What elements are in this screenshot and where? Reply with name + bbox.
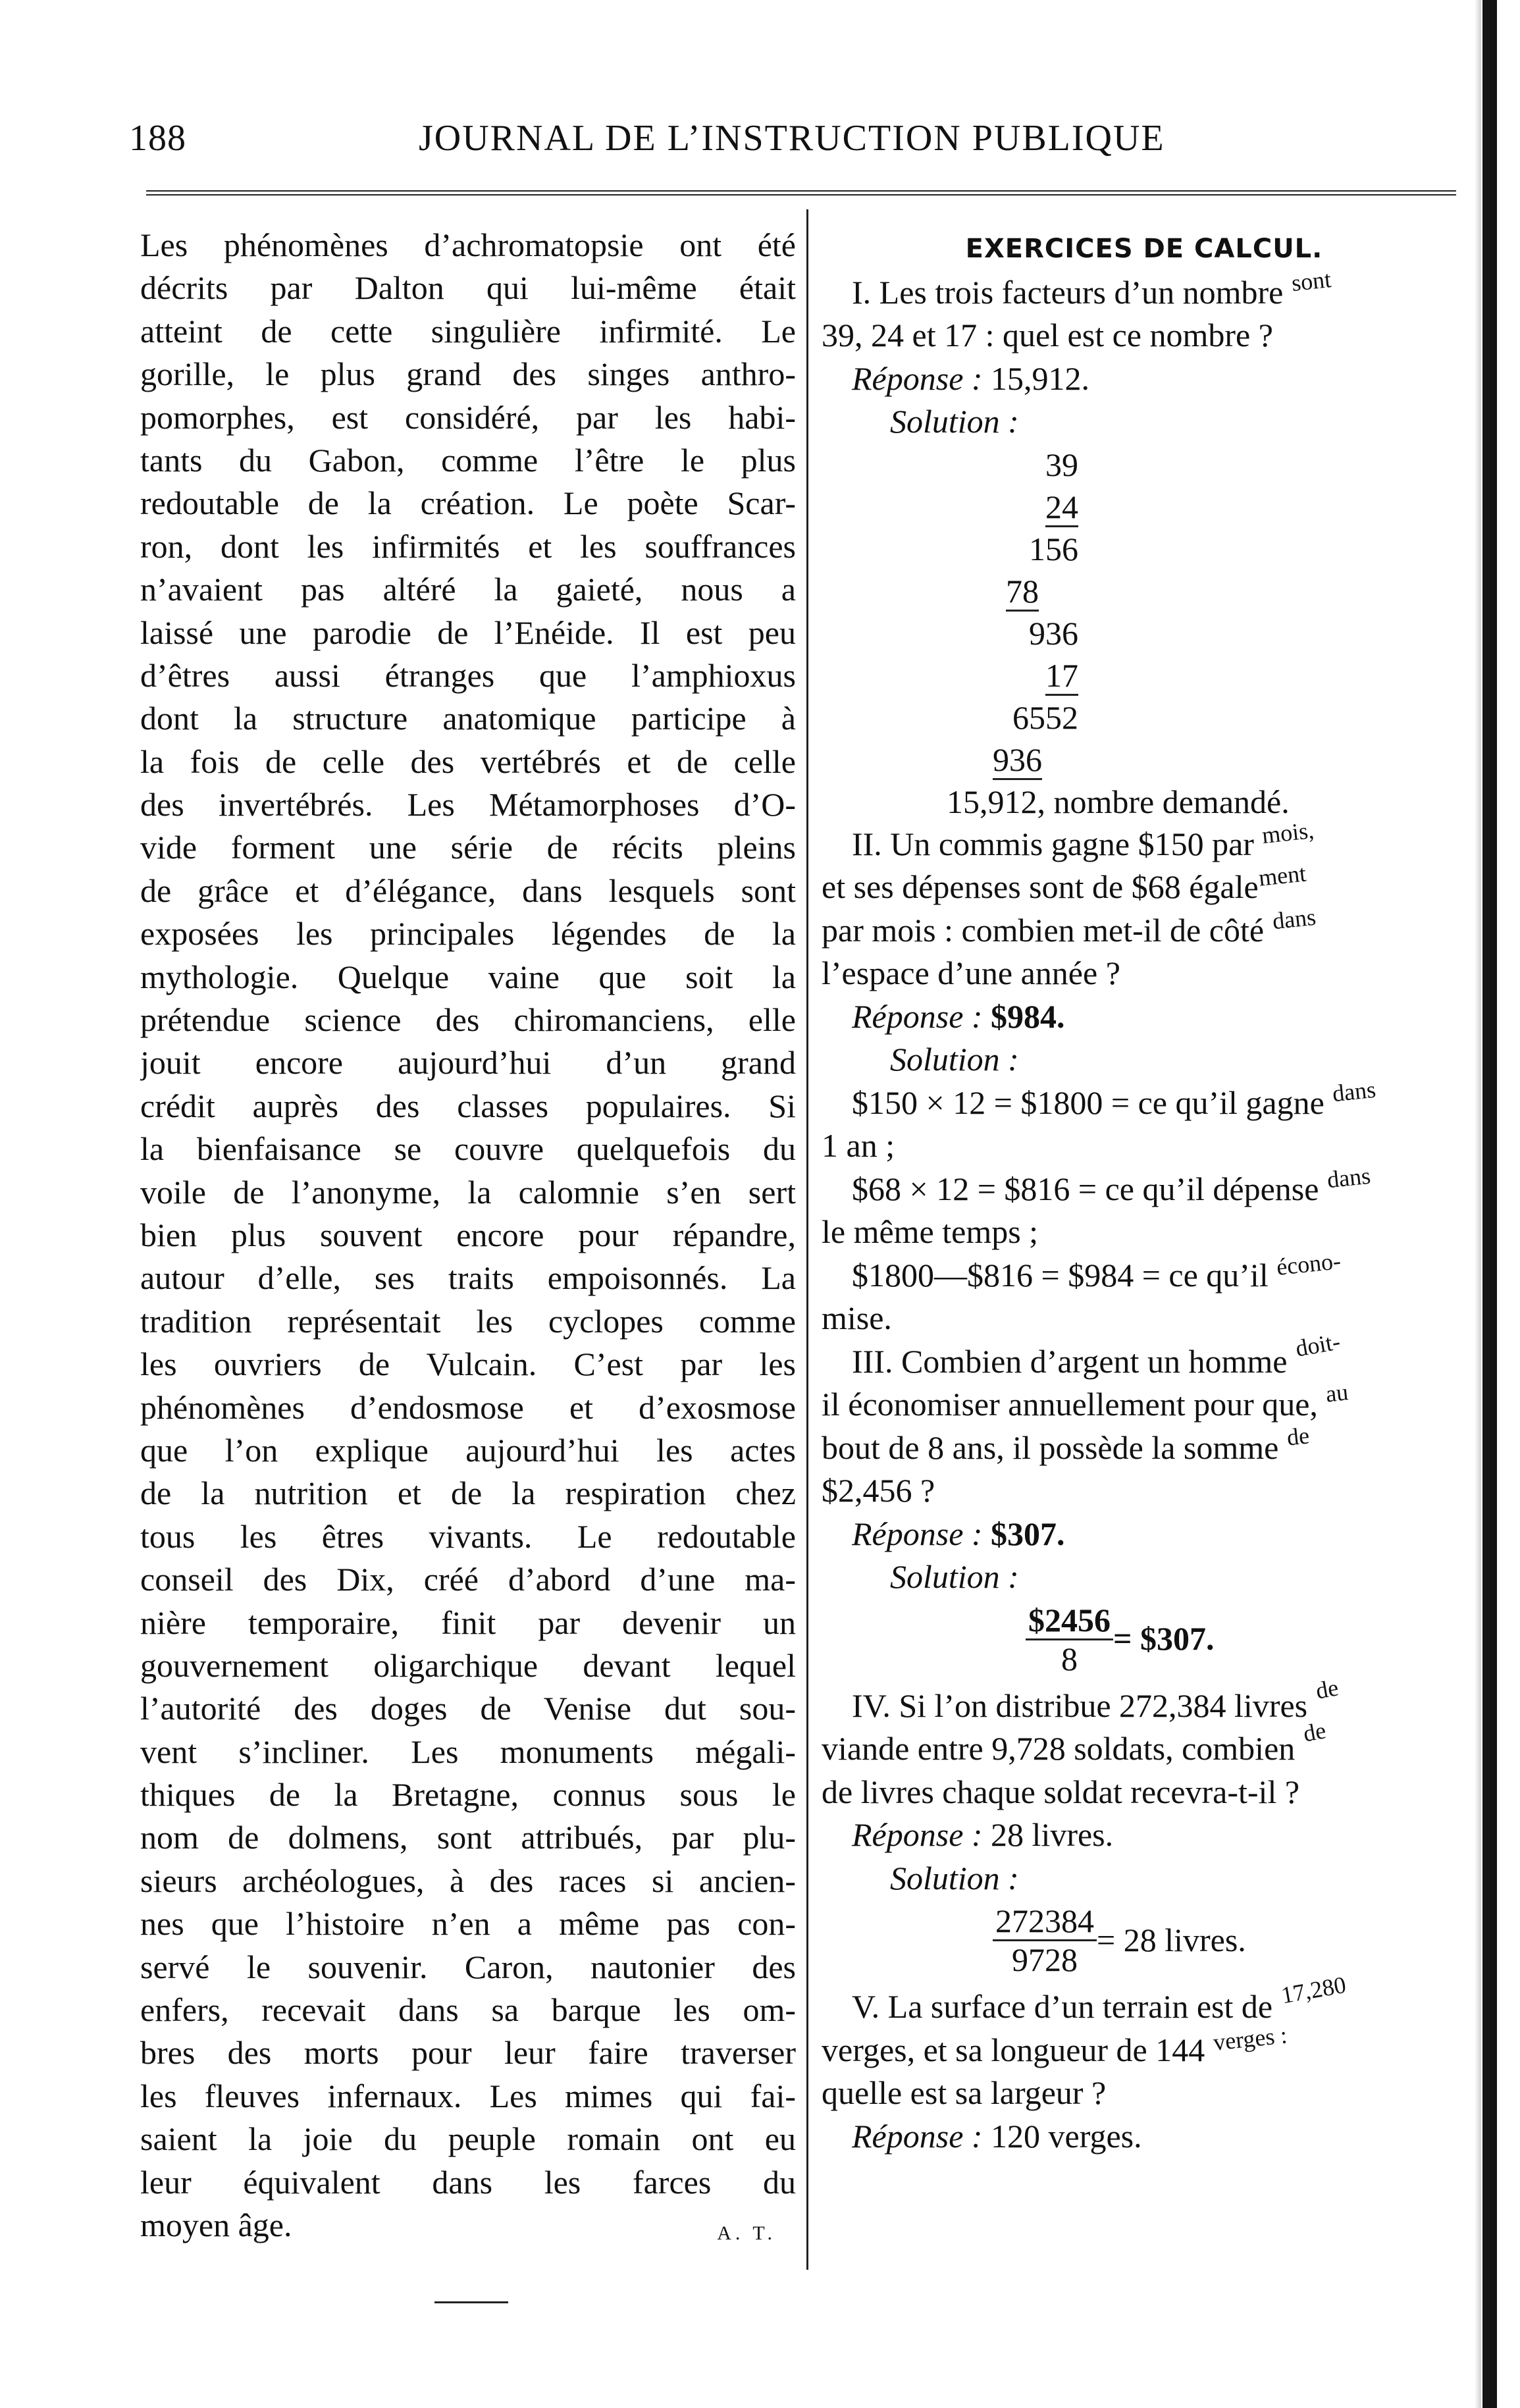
- curled-word: dans: [1325, 1162, 1372, 1193]
- fraction-line: [822, 1900, 1467, 1985]
- calc-row: [986, 486, 1078, 528]
- text-line: moyen âge.: [140, 2206, 292, 2243]
- solution-label: Solution :: [890, 1558, 1019, 1595]
- text-line: crédit auprès des classes populaires. Si: [140, 1087, 796, 1124]
- calc-row: [986, 654, 1078, 696]
- text-line: laissé une parodie de l’Enéide. Il est peu: [140, 614, 796, 651]
- calc-value: 39: [1045, 446, 1078, 483]
- exercise-4-line: [822, 1673, 1467, 1728]
- curled-word: au: [1324, 1378, 1350, 1407]
- calc-row: [986, 444, 1078, 486]
- text-line: nière temporaire, finit par devenir un: [140, 1604, 796, 1641]
- exercise-4-line: de livres chaque soldat recevra-t-il ?: [822, 1773, 1300, 1810]
- header-double-rule: [146, 190, 1456, 196]
- left-column-text: [140, 224, 796, 2247]
- answer-value: 28 livres.: [991, 1816, 1114, 1853]
- curled-word: verges :: [1211, 2021, 1288, 2056]
- exercise-text: V. La surface d’un terrain est de: [852, 1988, 1273, 2025]
- solution-line: 1 an ;: [822, 1127, 895, 1164]
- text-line: les fleuves infernaux. Les mimes qui fai-: [140, 2077, 796, 2114]
- text-line: redoutable de la création. Le poète Scar-: [140, 484, 796, 522]
- exercise-text: verges, et sa longueur de 144: [822, 2031, 1205, 2068]
- book-spine-edge: [1482, 0, 1497, 2408]
- text-line: décrits par Dalton qui lui-même était: [140, 269, 796, 307]
- text-line: n’avaient pas altéré la gaieté, nous a: [140, 571, 796, 608]
- exercise-text: il économiser annuellement pour que,: [822, 1386, 1318, 1423]
- text-line: atteint de cette singulière infirmité. Le: [140, 312, 796, 350]
- section-title: EXERCICES DE CALCUL.: [965, 234, 1323, 264]
- answer-value: 120 verges.: [991, 2117, 1142, 2155]
- curled-word: écono-: [1275, 1247, 1342, 1280]
- exercise-text: viande entre 9,728 soldats, combien: [822, 1730, 1296, 1767]
- fraction-parts: [1026, 1602, 1113, 1677]
- column-divider: [806, 209, 808, 2270]
- text-line: leur équivalent dans les farces du: [140, 2163, 796, 2201]
- curled-word: de: [1301, 1717, 1328, 1747]
- text-line: conseil des Dix, créé d’abord d’une ma-: [140, 1561, 796, 1598]
- fraction-result: = $307.: [1113, 1620, 1215, 1658]
- solution-line: le même temps ;: [822, 1213, 1039, 1250]
- multiplication-calc: [822, 444, 1290, 823]
- text-line: mythologie. Quelque vaine que soit la: [140, 958, 796, 995]
- text-line: nom de dolmens, sont attribués, par plu-: [140, 1819, 796, 1856]
- text-line: de la nutrition et de la respiration chez: [140, 1475, 796, 1512]
- text-line: sieurs archéologues, à des races si ancien-: [140, 1862, 796, 1899]
- exercise-text: III. Combien d’argent un homme: [852, 1342, 1288, 1380]
- text-line: dont la structure anatomique participe à: [140, 700, 796, 737]
- exercise-5-line: [822, 2021, 1467, 2072]
- text-line: thiques de la Bretagne, connus sous le: [140, 1776, 796, 1814]
- text-line: servé le souvenir. Caron, nautonier des: [140, 1948, 796, 1985]
- answer-label: Réponse :: [852, 1515, 983, 1552]
- text-line-final: [140, 2204, 796, 2247]
- fraction-result: = 28 livres.: [1097, 1921, 1246, 1958]
- exercise-5-line: quelle est sa largeur ?: [822, 2074, 1107, 2111]
- text-line: Les phénomènes d’achromatopsie ont été: [140, 226, 796, 263]
- text-line: des invertébrés. Les Métamorphoses d’O-: [140, 786, 796, 824]
- curled-word: de: [1285, 1421, 1311, 1451]
- text-line: enfers, recevait dans sa barque les om-: [140, 1991, 796, 2029]
- text-line: ron, dont les infirmités et les souffrances: [140, 527, 796, 565]
- curled-word: ment: [1257, 860, 1307, 891]
- calc-row: [986, 739, 1078, 781]
- text-line: saient la joie du peuple romain ont eu: [140, 2120, 796, 2158]
- calc-value: 6552: [1012, 698, 1078, 736]
- solution-line: [822, 1076, 1467, 1125]
- solution-text: $1800—$816 = $984 = ce qu’il: [852, 1256, 1269, 1294]
- text-line: que l’on explique aujourd’hui les actes: [140, 1431, 796, 1469]
- solution-text: $68 × 12 = $816 = ce qu’il dépense: [852, 1170, 1319, 1207]
- text-line: la bienfaisance se couvre quelquefois du: [140, 1130, 796, 1168]
- text-line: la fois de celle des vertébrés et de celle: [140, 743, 796, 780]
- page-number: 188: [129, 118, 186, 159]
- fraction-numerator: 272384: [993, 1902, 1097, 1941]
- exercise-3-line: [822, 1421, 1467, 1470]
- curled-word: sont: [1290, 265, 1332, 296]
- article-end-rule: [434, 2301, 508, 2303]
- text-line: voile de l’anonyme, la calomnie s’en sert: [140, 1173, 796, 1211]
- text-line: autour d’elle, ses traits empoisonnés. La: [140, 1259, 796, 1297]
- calc-row: [986, 612, 1078, 654]
- text-line: bres des morts pour leur faire traverser: [140, 2034, 796, 2072]
- right-column-exercises: [822, 224, 1467, 2158]
- solution-label: Solution :: [890, 403, 1019, 440]
- solution-line: [822, 1162, 1467, 1211]
- text-line: de grâce et d’élégance, dans lesquels sont: [140, 872, 796, 909]
- text-line: tants du Gabon, comme l’être le plus: [140, 441, 796, 479]
- text-line: phénomènes d’endosmose et d’exosmose: [140, 1388, 796, 1426]
- calc-value: 17: [1045, 657, 1078, 696]
- exercise-text: par mois : combien met-il de côté: [822, 911, 1265, 949]
- exercise-5-line: [822, 1971, 1467, 2029]
- text-line: prétendue science des chiromanciens, elle: [140, 1001, 796, 1039]
- exercise-3-line: $2,456 ?: [822, 1472, 935, 1509]
- text-line: vent s’incliner. Les monuments mégali-: [140, 1733, 796, 1770]
- text-line: les ouvriers de Vulcain. C’est par les: [140, 1346, 796, 1383]
- author-signature: A. T.: [717, 2222, 776, 2244]
- exercise-text: et ses dépenses sont de $68 égale: [822, 868, 1259, 905]
- text-line: tradition représentait les cyclopes comme: [140, 1302, 796, 1340]
- answer-line: [822, 2115, 1467, 2159]
- exercise-4-line: [822, 1717, 1467, 1771]
- exercise-2-line: [822, 816, 1467, 866]
- text-line: exposées les principales légendes de la: [140, 915, 796, 953]
- solution-label: Solution :: [890, 1859, 1019, 1897]
- exercise-1-line: [822, 265, 1467, 315]
- fraction: [993, 1902, 1246, 1978]
- exercise-text: I. Les trois facteurs d’un nombre: [852, 273, 1284, 311]
- curled-word: dans: [1271, 903, 1317, 934]
- calc-row: [986, 696, 1078, 739]
- answer-line: [822, 357, 1467, 401]
- text-line: nes que l’histoire n’en a même pas con-: [140, 1905, 796, 1943]
- exercise-3-line: [822, 1378, 1467, 1426]
- solution-label: Solution :: [890, 1041, 1019, 1078]
- fraction-line: [822, 1599, 1467, 1685]
- curled-word: doit-: [1293, 1327, 1342, 1362]
- fraction-numerator: $2456: [1026, 1602, 1113, 1640]
- curled-word: mois,: [1261, 816, 1316, 849]
- fraction-denominator: 9728: [1012, 1941, 1078, 1978]
- curled-word: dans: [1331, 1076, 1378, 1107]
- text-line: jouit encore aujourd’hui d’un grand: [140, 1044, 796, 1082]
- answer-value: $984.: [991, 997, 1065, 1035]
- answer-label: Réponse :: [852, 1816, 983, 1853]
- exercise-1-line: 39, 24 et 17 : quel est ce nombre ?: [822, 317, 1273, 353]
- text-line: bien plus souvent encore pour répandre,: [140, 1216, 796, 1253]
- curled-word: de: [1313, 1673, 1340, 1704]
- text-line: l’autorité des doges de Venise dut sou-: [140, 1690, 796, 1727]
- text-line: gouvernement oligarchique devant lequel: [140, 1646, 796, 1684]
- answer-label: Réponse :: [852, 997, 983, 1035]
- exercise-text: IV. Si l’on distribue 272,384 livres: [852, 1687, 1308, 1724]
- answer-line: [822, 1513, 1467, 1556]
- solution-text: $150 × 12 = $1800 = ce qu’il gagne: [852, 1084, 1324, 1121]
- solution-line: [822, 1247, 1467, 1297]
- exercise-text: bout de 8 ans, il possède la somme: [822, 1428, 1279, 1466]
- exercise-2-line: [822, 903, 1467, 953]
- text-line: vide forment une série de récits pleins: [140, 829, 796, 866]
- calc-row: [986, 570, 1078, 612]
- answer-line: [822, 995, 1467, 1039]
- text-line: tous les êtres vivants. Le redoutable: [140, 1517, 796, 1555]
- answer-label: Réponse :: [852, 359, 983, 397]
- curled-word: 17,280: [1278, 1971, 1348, 2009]
- exercise-2-line: l’espace d’une année ?: [822, 955, 1120, 991]
- answer-value: 15,912.: [991, 359, 1090, 397]
- text-line: pomorphes, est considéré, par les habi-: [140, 398, 796, 436]
- calc-value: 156: [1029, 530, 1078, 567]
- fraction-denominator: 8: [1061, 1640, 1078, 1677]
- calc-value: 936: [993, 741, 1042, 780]
- calc-row: [986, 528, 1078, 570]
- running-head: JOURNAL DE L’INSTRUCTION PUBLIQUE: [419, 118, 1165, 159]
- calc-result: 15,912,: [947, 783, 1045, 820]
- answer-line: [822, 1814, 1467, 1857]
- page-edge-shadow: [1475, 0, 1481, 2408]
- calc-value: 24: [1045, 488, 1078, 527]
- calc-result-label: nombre demandé.: [1053, 783, 1290, 820]
- solution-line: mise.: [822, 1299, 892, 1336]
- answer-label: Réponse :: [852, 2117, 983, 2155]
- fraction-parts: [993, 1902, 1097, 1978]
- exercise-3-line: [822, 1327, 1467, 1384]
- calc-value: 936: [1029, 614, 1078, 652]
- text-line: d’êtres aussi étranges que l’amphioxus: [140, 656, 796, 694]
- exercise-2-line: [822, 860, 1467, 909]
- calc-value: 78: [1006, 573, 1039, 612]
- answer-value: $307.: [991, 1515, 1065, 1552]
- text-line: gorille, le plus grand des singes anthro-: [140, 355, 796, 393]
- exercise-text: II. Un commis gagne $150 par: [852, 825, 1254, 862]
- fraction: [1026, 1602, 1215, 1677]
